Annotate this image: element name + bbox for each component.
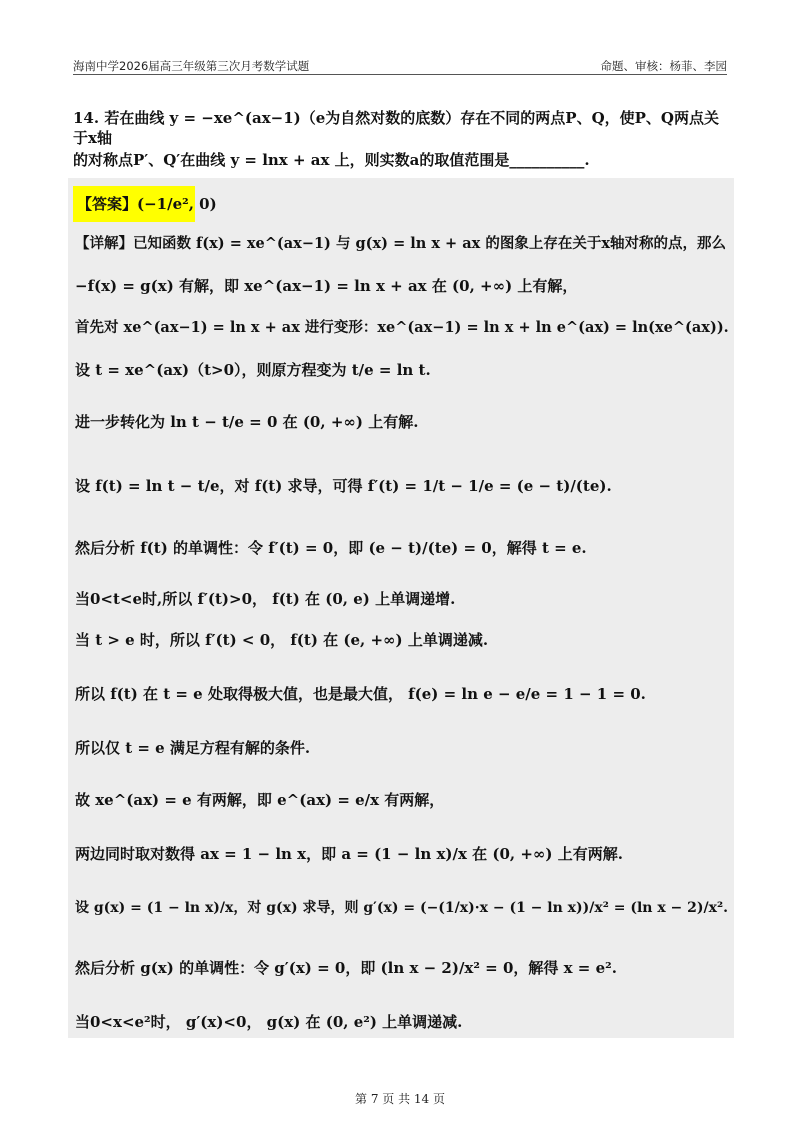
solution-line: 所以仅 t = e 满足方程有解的条件. <box>75 739 311 757</box>
solution-line: 进一步转化为 ln t − t/e = 0 在 (0, +∞) 上有解. <box>75 413 419 431</box>
solution-line: 设 t = xe^(ax)（t>0），则原方程变为 t/e = ln t. <box>75 361 431 379</box>
page-header <box>73 58 727 75</box>
solution-line: 当0<t<e时,所以 f′(t)>0， f(t) 在 (0, e) 上单调递增. <box>75 590 456 608</box>
solution-line: 设 g(x) = (1 − ln x)/x，对 g(x) 求导，则 g′(x) = (−(1/x)·x − (1 − ln x))/x² = (ln x − 2)/x². <box>75 900 728 916</box>
solution-line: 【详解】已知函数 f(x) = xe^(ax−1) 与 g(x) = ln x + ax 的图象上存在关于x轴对称的点，那么 <box>75 235 726 252</box>
solution-line: 然后分析 f(t) 的单调性：令 f′(t) = 0，即 (e − t)/(te) = 0，解得 t = e. <box>75 539 587 557</box>
solution-line: 设 f(t) = ln t − t/e，对 f(t) 求导，可得 f′(t) = 1/t − 1/e = (e − t)/(te). <box>75 477 612 495</box>
answer-highlight <box>73 186 217 222</box>
solution-line: −f(x) = g(x) 有解，即 xe^(ax−1) = ln x + ax 在 (0, +∞) 上有解， <box>75 277 578 295</box>
header-exam-title: 海南中学2026届高三年级第三次月考数学试题 <box>73 59 310 73</box>
solution-line: 当0<x<e²时， g′(x)<0， g(x) 在 (0, e²) 上单调递减. <box>75 1013 463 1031</box>
answer-text: 【答案】(−1/e², 0) <box>77 195 217 213</box>
solution-line: 故 xe^(ax) = e 有两解，即 e^(ax) = e/x 有两解， <box>75 791 445 809</box>
solution-line: 两边同时取对数得 ax = 1 − ln x，即 a = (1 − ln x)/x 在 (0, +∞) 上有两解. <box>75 845 623 863</box>
header-authors: 命题、审核：杨菲、李园 <box>600 59 727 73</box>
solution-line: 所以 f(t) 在 t = e 处取得极大值，也是最大值， f(e) = ln e − e/e = 1 − 1 = 0. <box>75 685 646 703</box>
page-footer: 第 7 页 共 14 页 <box>355 1092 445 1106</box>
solution-line: 当 t > e 时，所以 f′(t) < 0， f(t) 在 (e, +∞) 上单调递减. <box>75 631 489 649</box>
question-line-1: 14. 若在曲线 y = −xe^(ax−1)（e为自然对数的底数）存在不同的两点P、Q，使P、Q两点关于x轴 <box>73 109 719 147</box>
solution-line: 然后分析 g(x) 的单调性：令 g′(x) = 0，即 (ln x − 2)/x² = 0，解得 x = e². <box>75 959 617 977</box>
question-line-2: 的对称点P′、Q′在曲线 y = lnx + ax 上，则实数a的取值范围是__________. <box>73 151 590 169</box>
solution-line: 首先对 xe^(ax−1) = ln x + ax 进行变形：xe^(ax−1) = ln x + ln e^(ax) = ln(xe^(ax)). <box>75 319 729 336</box>
